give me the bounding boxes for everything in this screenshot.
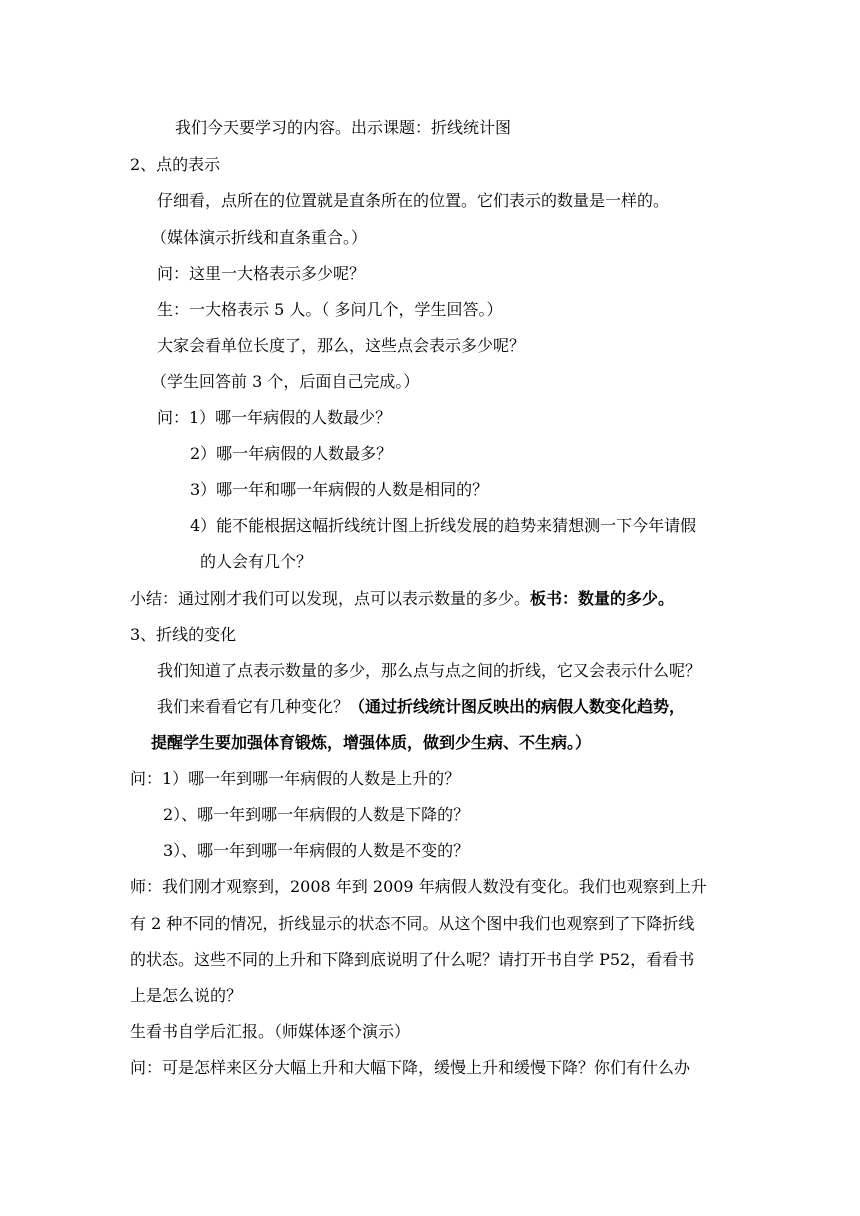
section-2-heading: 2、点的表示 xyxy=(130,155,221,174)
question-item: 3）、哪一年到哪一年病假的人数是不变的？ xyxy=(163,841,470,860)
question-item: 4）能不能根据这幅折线统计图上折线发展的趋势来猜想测一下今年请假 xyxy=(190,516,697,535)
paragraph-line xyxy=(157,697,685,717)
summary-text: 小结：通过刚才我们可以发现，点可以表示数量的多少。 xyxy=(130,589,531,608)
section-3-heading: 3、折线的变化 xyxy=(130,625,237,644)
teacher-line: 有 2 种不同的情况，折线显示的状态不同。从这个图中我们也观察到了下降折线 xyxy=(130,914,695,933)
question-item: 问：1）哪一年到哪一年病假的人数是上升的？ xyxy=(130,769,461,788)
paragraph-line: 大家会看单位长度了，那么，这些点会表示多少呢？ xyxy=(157,336,526,355)
student-line: 生看书自学后汇报。（师媒体逐个演示） xyxy=(130,1022,411,1041)
question-item-continuation: 的人会有几个？ xyxy=(200,552,313,571)
intro-line: 我们今天要学习的内容。出示课题：折线统计图 xyxy=(175,118,512,137)
question-item: 2）、哪一年到哪一年病假的人数是下降的？ xyxy=(163,805,470,824)
blackboard-note: 板书：数量的多少。 xyxy=(530,589,675,608)
teacher-line: 的状态。这些不同的上升和下降到底说明了什么呢？请打开书自学 P52，看看书 xyxy=(130,950,695,969)
paragraph-text: 我们来看看它有几种变化？ xyxy=(157,697,350,716)
teacher-line: 师：我们刚才观察到，2008 年到 2009 年病假人数没有变化。我们也观察到上升 xyxy=(130,877,707,896)
question-item: 3）哪一年和哪一年病假的人数是相同的？ xyxy=(190,480,489,499)
paragraph-line: 仔细看，点所在的位置就是直条所在的位置。它们表示的数量是一样的。 xyxy=(157,191,670,210)
question-line: 问：可是怎样来区分大幅上升和大幅下降，缓慢上升和缓慢下降？你们有什么办 xyxy=(130,1058,691,1077)
question-item: 2）哪一年病假的人数最多？ xyxy=(190,444,393,463)
paragraph-line: （媒体演示折线和直条重合。） xyxy=(151,228,368,247)
teaching-note-continuation: 提醒学生要加强体育锻炼，增强体质，做到少生病、不生病。） xyxy=(151,733,592,752)
question-item: 问：1）哪一年病假的人数最少？ xyxy=(157,408,392,427)
answer-line: 生：一大格表示 5 人。（ 多问几个，学生回答。） xyxy=(157,300,503,319)
paragraph-line: （学生回答前 3 个，后面自己完成。） xyxy=(151,372,420,391)
summary-line xyxy=(130,589,674,609)
question-line: 问：这里一大格表示多少呢？ xyxy=(157,264,366,283)
teacher-line: 上是怎么说的？ xyxy=(130,986,243,1005)
paragraph-line: 我们知道了点表示数量的多少，那么点与点之间的折线，它又会表示什么呢？ xyxy=(157,661,702,680)
teaching-note: （通过折线统计图反映出的病假人数变化趋势， xyxy=(349,697,686,716)
